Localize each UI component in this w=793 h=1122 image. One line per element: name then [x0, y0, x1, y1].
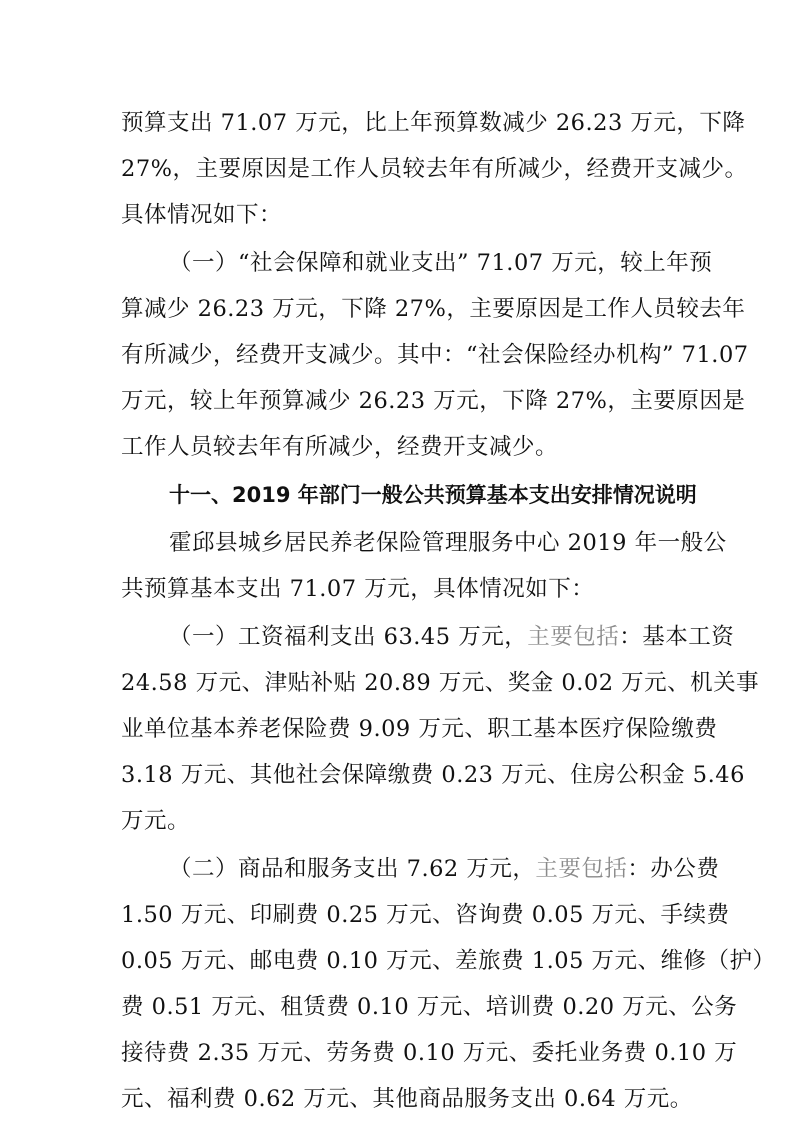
- body-text-line: 预算支出 71.07 万元，比上年预算数减少 26.23 万元，下降: [121, 110, 746, 136]
- body-text-line: [169, 614, 735, 660]
- body-text-line: 工作人员较去年有所减少，经费开支减少。: [121, 434, 559, 460]
- body-text-line: 万元，较上年预算减少 26.23 万元，下降 27%，主要原因是: [121, 388, 746, 414]
- body-text-line: 接待费 2.35 万元、劳务费 0.10 万元、委托业务费 0.10 万: [121, 1040, 738, 1066]
- body-text-line: 具体情况如下：: [121, 202, 283, 228]
- item-tail: ：办公费: [627, 856, 720, 882]
- body-text-line: 霍邱县城乡居民养老保险管理服务中心 2019 年一般公: [169, 530, 727, 556]
- highlighted-text: 主要包括: [527, 624, 620, 650]
- body-text-line: [169, 846, 720, 892]
- body-text-line: 元、福利费 0.62 万元、其他商品服务支出 0.64 万元。: [121, 1086, 693, 1112]
- highlighted-text: 主要包括: [535, 856, 628, 882]
- body-text-line: 费 0.51 万元、租赁费 0.10 万元、培训费 0.20 万元、公务: [121, 994, 738, 1020]
- section-heading: 十一、2019 年部门一般公共预算基本支出安排情况说明: [169, 483, 697, 507]
- body-text-line: 27%，主要原因是工作人员较去年有所减少，经费开支减少。: [121, 156, 748, 182]
- body-text-line: 共预算基本支出 71.07 万元，具体情况如下：: [121, 576, 595, 602]
- body-text-line: 算减少 26.23 万元，下降 27%，主要原因是工作人员较去年: [121, 296, 746, 322]
- item-lead: （二）商品和服务支出 7.62 万元，: [169, 856, 536, 882]
- body-text-line: 有所减少，经费开支减少。其中：“社会保险经办机构” 71.07: [121, 342, 749, 368]
- body-text-line: 0.05 万元、邮电费 0.10 万元、差旅费 1.05 万元、维修（护）: [121, 948, 776, 974]
- body-text-line: 万元。: [121, 808, 191, 834]
- body-text-line: 24.58 万元、津贴补贴 20.89 万元、奖金 0.02 万元、机关事: [121, 670, 760, 696]
- item-tail: ：基本工资: [619, 624, 735, 650]
- body-text-line: （一）“社会保障和就业支出” 71.07 万元，较上年预: [169, 250, 713, 276]
- body-text-line: 3.18 万元、其他社会保障缴费 0.23 万元、住房公积金 5.46: [121, 762, 745, 788]
- body-text-line: 业单位基本养老保险费 9.09 万元、职工基本医疗保险缴费: [121, 716, 718, 742]
- item-lead: （一）工资福利支出 63.45 万元，: [169, 624, 528, 650]
- body-text-line: 1.50 万元、印刷费 0.25 万元、咨询费 0.05 万元、手续费: [121, 902, 730, 928]
